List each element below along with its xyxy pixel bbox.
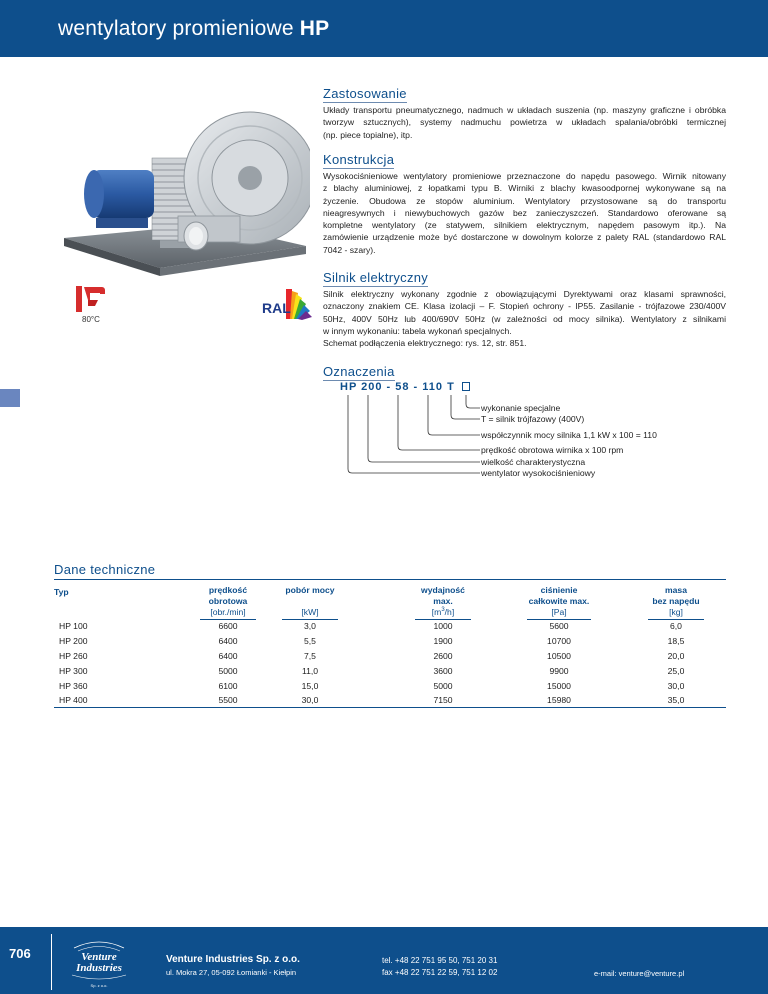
connector-line <box>368 395 480 462</box>
table-cell: 10500 <box>547 651 571 661</box>
side-tab <box>0 389 20 407</box>
konstrukcja-line: 7042 - szary). <box>323 244 376 255</box>
table-cell: 7,5 <box>304 651 316 661</box>
column-header-line: prędkość <box>208 585 248 595</box>
column-header-line: masa <box>665 585 687 595</box>
legend-item: wykonanie specjalne <box>481 403 561 413</box>
legend-item: T = silnik trójfazowy (400V) <box>481 414 585 424</box>
table-cell: 5000 <box>218 666 238 676</box>
table-cell: 5,5 <box>304 636 316 646</box>
table-cell: 20,0 <box>667 651 685 661</box>
table-bottom-rule <box>54 707 726 708</box>
legend-item: wentylator wysokociśnieniowy <box>481 468 596 478</box>
temperature-label: 80°C <box>82 315 100 324</box>
page-number: 706 <box>9 946 31 961</box>
table-cell: 30,0 <box>667 681 685 691</box>
table-cell-type: HP 200 <box>59 636 88 646</box>
table-cell: 9900 <box>549 666 569 676</box>
table-top-rule <box>54 579 726 580</box>
footer-company: Venture Industries Sp. z o.o. <box>166 954 300 965</box>
table-cell: 7150 <box>433 695 453 705</box>
table-cell: 6,0 <box>670 621 682 631</box>
logo-small: Sp. z o.o. <box>90 983 108 988</box>
silnik-text <box>323 288 726 349</box>
connector-line <box>466 395 480 408</box>
column-header-mass <box>636 585 716 607</box>
konstrukcja-line: życzenie. Obudowa ze stopów aluminium. Wentylatory przystosowane są do transportu <box>323 195 726 206</box>
column-rule <box>415 619 471 620</box>
table-cell: 1000 <box>433 621 453 631</box>
section-title-dane-techniczne: Dane techniczne <box>54 562 156 577</box>
connector-line <box>451 395 480 419</box>
legend-item: wielkość charakterystyczna <box>481 457 586 467</box>
konstrukcja-line: kompletne wentylatory (ze statywem, silnikiem elektrycznym, napędem pasowym itp.). Na <box>323 220 726 231</box>
section-title-silnik: Silnik elektryczny <box>323 270 429 285</box>
table-cell: 2600 <box>433 651 453 661</box>
table-cell: 1900 <box>433 636 453 646</box>
legend-item: prędkość obrotowa wirnika x 100 rpm <box>481 445 624 455</box>
table-cell: 5500 <box>218 695 238 705</box>
table-cell: 5000 <box>433 681 453 691</box>
page-title-bold: HP <box>299 17 330 40</box>
unit-rest: /h] <box>444 607 455 617</box>
footer-email-link[interactable]: e-mail: venture@venture.pl <box>594 969 685 978</box>
footer-tel: tel. +48 22 751 95 50, 751 20 31 <box>382 956 498 965</box>
designation-code: HP 200 - 58 - 110 T <box>340 381 455 393</box>
unit-superscript: 3 <box>441 607 445 614</box>
konstrukcja-line: nieagresywnych i niewybuchowych gazów bez zanieczyszczeń. Standardowo oferowane są <box>323 207 726 218</box>
connector-line <box>398 395 480 450</box>
column-header-pressure <box>513 585 605 607</box>
fan-photo <box>60 96 310 278</box>
table-cell: 3600 <box>433 666 453 676</box>
silnik-line: Silnik elektryczny wykonany zgodnie z obowiązującymi Dyrektywami oraz klasami sprawności, <box>323 289 726 299</box>
silnik-line: Schemat podłączenia elektrycznego: rys. 12, str. 851. <box>323 338 527 349</box>
column-unit <box>403 607 483 617</box>
silnik-line: w innym wykonaniu: tabela wykonań specjalnych. <box>323 325 512 336</box>
ral-logo <box>262 287 314 321</box>
ral-text: RAL <box>262 300 291 316</box>
silnik-line: 50Hz, 400V 50Hz lub 400/690V 50Hz (w zależności od mocy silnika). Wentylatory z silnikami <box>323 313 726 324</box>
column-header-line: max. <box>433 596 453 606</box>
footer-fax: fax +48 22 751 22 59, 751 12 02 <box>382 968 498 977</box>
page-title <box>58 17 329 41</box>
column-unit: [kW] <box>301 607 319 617</box>
table-cell: 5600 <box>549 621 569 631</box>
column-header-typ: Typ <box>54 587 69 597</box>
table-cell: 15980 <box>547 695 571 705</box>
temperature-80c-icon <box>74 283 108 313</box>
table-cell: 6400 <box>218 651 238 661</box>
zastosowanie-text <box>323 104 726 141</box>
table-cell: 15,0 <box>301 681 319 691</box>
column-header-line: pobór mocy <box>285 585 335 595</box>
table-cell: 11,0 <box>301 666 319 676</box>
legend-item: współczynnik mocy silnika 1,1 kW x 100 = 110 <box>481 430 657 440</box>
column-header-speed <box>188 585 268 607</box>
column-header-line: obrotowa <box>208 596 248 606</box>
table-cell-type: HP 260 <box>59 651 88 661</box>
konstrukcja-line: zamówienie urządzenie może być dostarczone w dowolnym kolorze z palety RAL (standardowo RAL <box>323 232 726 243</box>
section-title-konstrukcja: Konstrukcja <box>323 152 395 167</box>
konstrukcja-line: z blachy aluminiowej, z łopatkami typu B. Wirniki z blachy kwasoodpornej wykonywane są na <box>323 183 726 194</box>
silnik-line: oznaczony znakiem CE. Klasa izolacji – F. Stopień ochrony - IP55. Zasilanie - trójfazowe 230/400V <box>323 301 726 312</box>
table-cell: 15000 <box>547 681 571 691</box>
table-cell-type: HP 360 <box>59 681 88 691</box>
column-rule <box>527 619 591 620</box>
column-unit: [kg] <box>669 607 683 617</box>
column-unit: [obr./min] <box>210 607 246 617</box>
section-title-oznaczenia: Oznaczenia <box>323 364 395 379</box>
table-cell: 30,0 <box>301 695 319 705</box>
konstrukcja-line: Wysokociśnieniowe wentylatory promieniowe przeznaczone do napędu pasowego. Wirnik nitowany <box>323 171 726 181</box>
column-rule <box>200 619 256 620</box>
table-cell: 18,5 <box>667 636 685 646</box>
footer-address: ul. Mokra 27, 05-092 Łomianki - Kiełpin <box>166 968 297 977</box>
footer-divider <box>51 934 52 990</box>
logo-line2: Industries <box>76 962 122 974</box>
table-cell: 3,0 <box>304 621 316 631</box>
page-title-light: wentylatory promieniowe <box>58 17 294 40</box>
section-title-zastosowanie: Zastosowanie <box>323 86 407 101</box>
zastosowanie-line: tworzyw sztucznych), systemy nadmuchu powietrza w układach spalania/obróbki termicznej <box>323 117 726 128</box>
column-rule <box>282 619 338 620</box>
venture-industries-logo <box>64 938 134 990</box>
table-cell: 10700 <box>547 636 571 646</box>
column-unit: [Pa] <box>551 607 567 617</box>
table-cell-type: HP 100 <box>59 621 88 631</box>
column-rule <box>648 619 704 620</box>
column-header-line: bez napędu <box>652 596 700 606</box>
column-header-power <box>270 585 350 596</box>
column-header-line: całkowite max. <box>528 596 590 606</box>
connector-line <box>428 395 480 435</box>
column-header-capacity <box>403 585 483 607</box>
table-cell-type: HP 300 <box>59 666 88 676</box>
table-cell: 25,0 <box>667 666 685 676</box>
table-cell: 35,0 <box>667 695 685 705</box>
special-version-box <box>462 382 470 391</box>
zastosowanie-line: (np. piece topialne), itp. <box>323 129 413 140</box>
table-cell: 6600 <box>218 621 238 631</box>
column-header-line: wydajność <box>421 585 465 595</box>
konstrukcja-text <box>323 170 726 256</box>
table-cell-type: HP 400 <box>59 695 88 705</box>
column-header-line: ciśnienie <box>540 585 578 595</box>
table-cell: 6100 <box>218 681 238 691</box>
logo-line1: Venture <box>81 951 117 963</box>
table-cell: 6400 <box>218 636 238 646</box>
unit-base: [m <box>431 607 442 617</box>
zastosowanie-line: Układy transportu pneumatycznego, nadmuch w układach suszenia (np. maszyny graficzne i obróbka <box>323 105 726 115</box>
